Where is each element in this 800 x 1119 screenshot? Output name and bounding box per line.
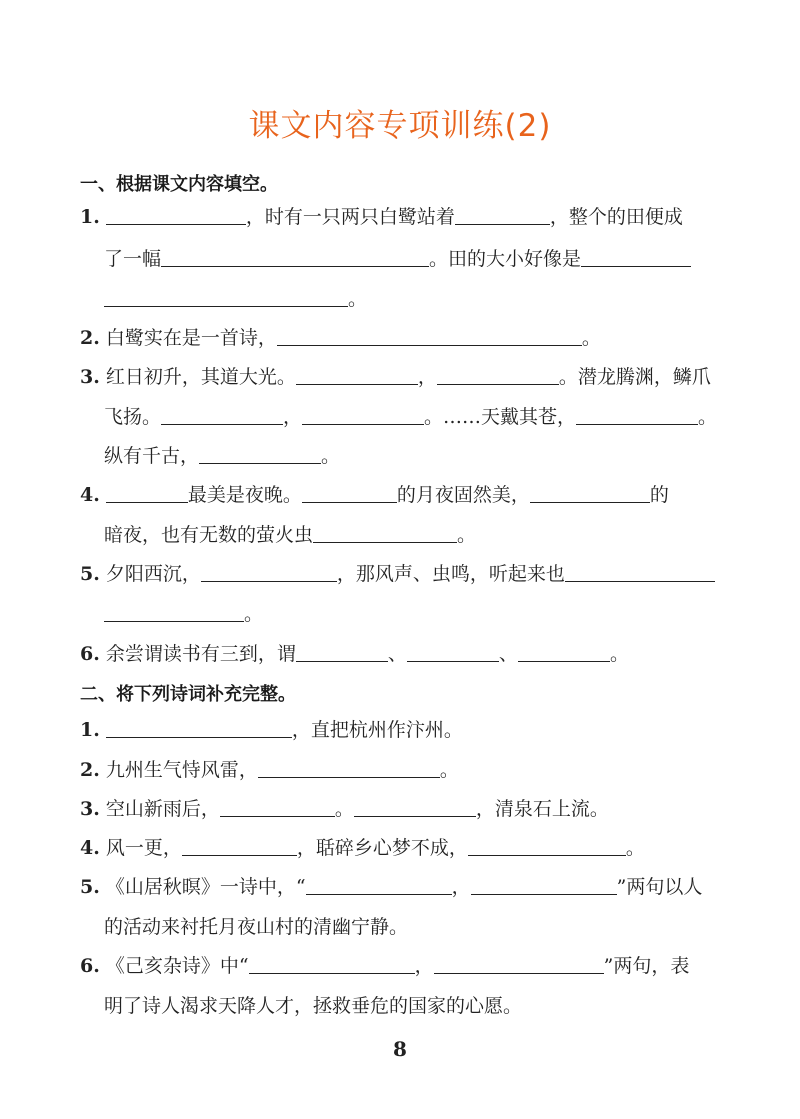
page-number: 8	[393, 1037, 407, 1061]
answer-blank[interactable]	[106, 204, 246, 225]
question-text: ，时有一只两只白鹭站着	[245, 206, 455, 228]
question-text: 。	[457, 524, 477, 546]
question-text: ，	[283, 406, 303, 428]
answer-blank[interactable]	[258, 757, 440, 778]
question-number: 3.	[80, 798, 100, 820]
question-text: 。田的大小好像是	[429, 248, 582, 270]
question-text: 空山新雨后，	[105, 798, 220, 820]
question-number: 3.	[80, 366, 100, 388]
answer-blank[interactable]	[249, 953, 415, 974]
answer-blank[interactable]	[576, 404, 698, 425]
question-text: 。	[609, 643, 629, 665]
question-text: 。	[698, 406, 718, 428]
question-text: 《山居秋暝》一诗中，“	[105, 876, 306, 898]
answer-blank[interactable]	[161, 246, 429, 267]
answer-blank[interactable]	[407, 641, 499, 662]
question-number: 1.	[80, 719, 100, 741]
answer-blank[interactable]	[201, 561, 337, 582]
question-1-3-line-1	[80, 364, 711, 390]
question-number: 2.	[80, 759, 100, 781]
question-number: 5.	[80, 563, 100, 585]
question-number: 4.	[80, 484, 100, 506]
question-text: ，清泉石上流。	[475, 798, 609, 820]
question-1-2	[80, 325, 601, 351]
section-heading-1: 一、根据课文内容填空。	[80, 174, 278, 195]
question-text: ”两句以人	[616, 876, 703, 898]
question-number: 6.	[80, 955, 100, 977]
answer-blank[interactable]	[468, 835, 626, 856]
question-text: ，聒碎乡心梦不成，	[296, 837, 468, 859]
question-text: 最美是夜晚。	[187, 484, 302, 506]
question-number: 1.	[80, 206, 100, 228]
question-text: 。	[439, 759, 459, 781]
answer-blank[interactable]	[302, 404, 424, 425]
question-text: 风一更，	[105, 837, 182, 859]
question-1-5-line-1	[80, 561, 715, 587]
answer-blank[interactable]	[302, 482, 397, 503]
question-1-1-line-1	[80, 204, 683, 230]
question-text: 。	[581, 327, 601, 349]
question-1-5-line-2	[104, 601, 263, 627]
answer-blank[interactable]	[437, 364, 559, 385]
question-2-5-line-2	[104, 914, 408, 940]
answer-blank[interactable]	[354, 796, 476, 817]
question-1-1-line-3	[104, 286, 367, 312]
question-2-1	[80, 717, 463, 743]
page-title: 课文内容专项训练(2)	[248, 108, 552, 144]
answer-blank[interactable]	[581, 246, 691, 267]
question-text: ，	[451, 876, 471, 898]
question-text: 的活动来衬托月夜山村的清幽宁静。	[104, 916, 409, 938]
question-text: 九州生气恃风雷，	[105, 759, 258, 781]
question-number: 5.	[80, 876, 100, 898]
question-2-4	[80, 835, 645, 861]
question-text: 红日初升，其道大光。	[105, 366, 296, 388]
answer-blank[interactable]	[277, 325, 582, 346]
question-text: ，	[417, 366, 437, 388]
question-text: 。	[348, 288, 368, 310]
answer-blank[interactable]	[296, 641, 388, 662]
question-1-3-line-2	[104, 404, 717, 430]
question-text: 纵有千古，	[104, 445, 200, 467]
answer-blank[interactable]	[306, 874, 452, 895]
answer-blank[interactable]	[455, 204, 550, 225]
question-text: 、	[387, 643, 407, 665]
answer-blank[interactable]	[313, 522, 457, 543]
question-text: 飞扬。	[104, 406, 162, 428]
question-number: 2.	[80, 327, 100, 349]
answer-blank[interactable]	[161, 404, 283, 425]
answer-blank[interactable]	[106, 482, 188, 503]
question-number: 6.	[80, 643, 100, 665]
section-heading-2: 二、将下列诗词补充完整。	[80, 684, 296, 705]
question-2-6-line-2	[104, 993, 522, 1019]
question-text: 了一幅	[104, 248, 162, 270]
answer-blank[interactable]	[199, 443, 321, 464]
question-2-3	[80, 796, 609, 822]
question-text: 。……天戴其苍，	[424, 406, 577, 428]
question-1-3-line-3	[104, 443, 340, 469]
question-2-5-line-1	[80, 874, 702, 900]
answer-blank[interactable]	[518, 641, 610, 662]
question-number: 4.	[80, 837, 100, 859]
answer-blank[interactable]	[434, 953, 604, 974]
question-1-4-line-1	[80, 482, 669, 508]
question-1-6	[80, 641, 629, 667]
question-text: 白鹭实在是一首诗，	[105, 327, 277, 349]
answer-blank[interactable]	[530, 482, 650, 503]
answer-blank[interactable]	[220, 796, 335, 817]
question-text: 的月夜固然美，	[396, 484, 530, 506]
question-text: ，那风声、虫鸣，听起来也	[336, 563, 565, 585]
answer-blank[interactable]	[106, 717, 292, 738]
question-text: 。	[244, 603, 264, 625]
question-text: 。潜龙腾渊，鳞爪	[558, 366, 711, 388]
answer-blank[interactable]	[565, 561, 715, 582]
question-text: 《己亥杂诗》中“	[105, 955, 249, 977]
question-text: 余尝谓读书有三到，谓	[105, 643, 296, 665]
question-text: 暗夜，也有无数的萤火虫	[104, 524, 314, 546]
question-text: 、	[498, 643, 518, 665]
question-text: ，	[414, 955, 434, 977]
answer-blank[interactable]	[471, 874, 617, 895]
answer-blank[interactable]	[104, 601, 244, 622]
question-2-6-line-1	[80, 953, 689, 979]
answer-blank[interactable]	[182, 835, 297, 856]
question-text: ，直把杭州作汴州。	[291, 719, 463, 741]
question-text: 。	[625, 837, 645, 859]
answer-blank[interactable]	[104, 286, 348, 307]
question-1-4-line-2	[104, 522, 476, 548]
question-text: 。	[321, 445, 341, 467]
question-text: ”两句，表	[603, 955, 690, 977]
question-text: 的	[649, 484, 669, 506]
answer-blank[interactable]	[296, 364, 418, 385]
question-text: ，整个的田便成	[549, 206, 683, 228]
question-2-2	[80, 757, 459, 783]
question-text: 明了诗人渴求天降人才，拯救垂危的国家的心愿。	[104, 995, 523, 1017]
question-text: 夕阳西沉，	[105, 563, 201, 585]
question-text: 。	[334, 798, 354, 820]
question-1-1-line-2	[104, 246, 691, 272]
